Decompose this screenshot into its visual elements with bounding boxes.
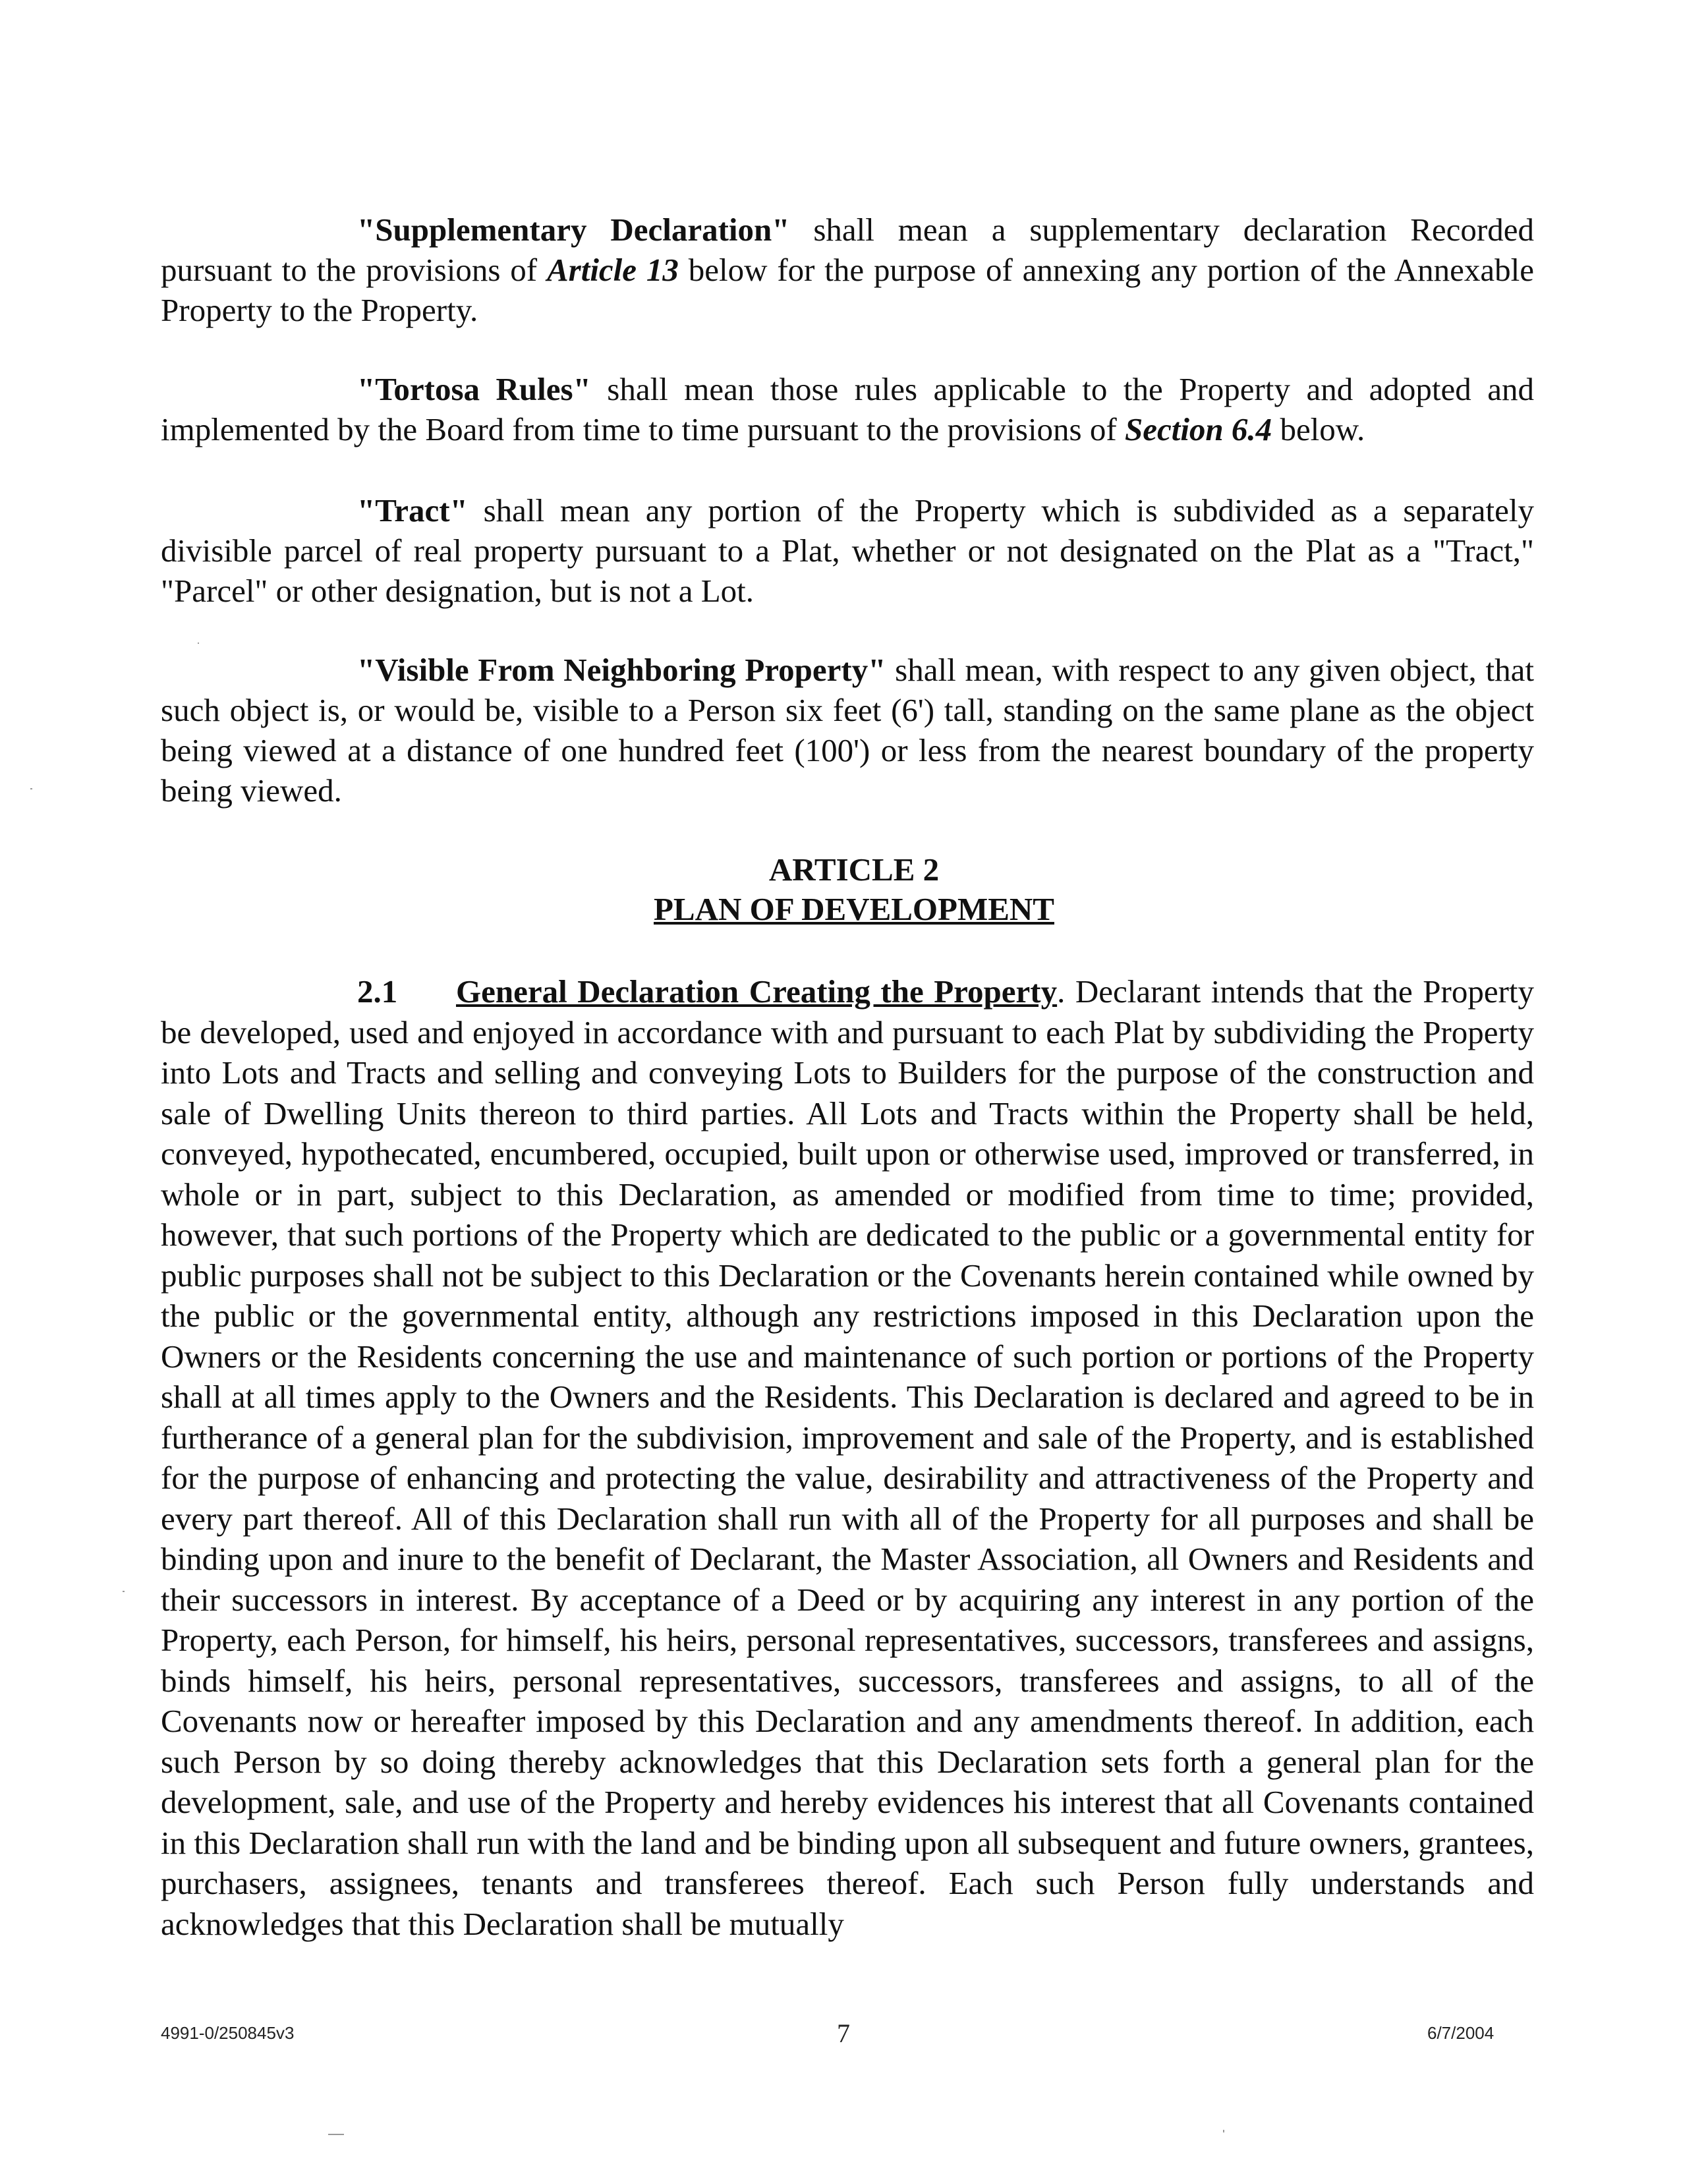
article-number: ARTICLE 2 — [768, 851, 940, 888]
article-reference: Article 13 — [546, 252, 679, 288]
definition-supplementary-declaration — [161, 210, 1534, 330]
footer-document-id: 4991-0/250845v3 — [161, 2023, 295, 2043]
section-number: 2.1 — [357, 973, 398, 1010]
definition-tortosa-rules — [161, 369, 1534, 449]
scan-speck — [328, 2134, 344, 2135]
definition-text: shall mean any portion of the Property which is subdivided as a separately divisible parcel of real property pursuant to a Plat, whether or not designated on the Plat as a "Tract," "Parcel" or other designation, but is not a Lot. — [161, 492, 1534, 609]
footer-date: 6/7/2004 — [1427, 2023, 1494, 2043]
article-title: PLAN OF DEVELOPMENT — [654, 891, 1054, 927]
definition-term: "Visible From Neighboring Property" — [357, 652, 886, 688]
section-title-punctuation: . — [1057, 973, 1066, 1010]
definition-tract — [161, 490, 1534, 611]
definition-text: shall mean a supplementary declaration Recorded pursuant to the provisions of — [161, 212, 1534, 288]
definition-text: shall mean those rules applicable to the Property and adopted and implemented by the Board from time to time pursuant to the provisions of — [161, 371, 1534, 447]
footer-page-number: 7 — [837, 2018, 850, 2048]
definition-term: "Tortosa Rules" — [357, 371, 591, 407]
article-heading — [0, 850, 1708, 929]
scan-speck — [30, 788, 32, 789]
definition-visible-from-neighboring-property — [161, 650, 1534, 811]
scan-speck — [1223, 2130, 1224, 2132]
section-title: General Declaration Creating the Property — [456, 973, 1058, 1010]
section-reference: Section 6.4 — [1124, 411, 1272, 447]
definition-text: below. — [1272, 411, 1365, 447]
definition-text: below for the purpose of annexing any portion of the Annexable Property to the Property. — [161, 252, 1534, 328]
definition-text: shall mean, with respect to any given object, that such object is, or would be, visible to a Person six feet (6') tall, standing on the same plane as the object being viewed at a distance of one hundred feet (100') or less from the nearest boundary of the property being viewed. — [161, 652, 1534, 809]
definition-term: "Supplementary Declaration" — [357, 212, 790, 248]
definition-term: "Tract" — [357, 492, 468, 529]
scan-speck — [123, 1591, 125, 1592]
section-2-1 — [161, 971, 1534, 1944]
scan-speck — [198, 643, 199, 644]
section-body: Declarant intends that the Property be developed, used and enjoyed in accordance with and pursuant to each Plat by subdividing the Property into Lots and Tracts and selling and conveying Lots to Builders for the purpose of the construction and sale of Dwelling Units thereon to third parties. All Lots and Tracts within the Property shall be held, conveyed, hypothecated, encumbered, occupied, built upon or otherwise used, improved or transferred, in whole or in part, subject to this Declaration, as amended or modified from time to time; provided, however, that such portions of the Property which are dedicated to the public or a governmental entity for public purposes shall not be subject to this Declaration or the Covenants herein contained while owned by the public or the governmental entity, although any restrictions imposed in this Declaration upon the Owners or the Residents concerning the use and maintenance of such portion or portions of the Property shall at all times apply to the Owners and the Residents. This Declaration is declared and agreed to be in furtherance of a general plan for the subdivision, improvement and sale of the Property, and is established for the purpose of enhancing and protecting the value, desirability and attractiveness of the Property and every part thereof. All of this Declaration shall run with all of the Property for all purposes and shall be binding upon and inure to the benefit of Declarant, the Master Association, all Owners and Residents and their successors in interest. By acceptance of a Deed or by acquiring any interest in any portion of the Property, each Person, for himself, his heirs, personal representatives, successors, transferees and assigns, binds himself, his heirs, personal representatives, successors, transferees and assigns, to all of the Covenants now or hereafter imposed by this Declaration and any amendments thereof. In addition, each such Person by so doing thereby acknowledges that this Declaration sets forth a general plan for the development, sale, and use of the Property and hereby evidences his interest that all Covenants contained in this Declaration shall run with the land and be binding upon all subsequent and future owners, grantees, purchasers, assignees, tenants and transferees thereof. Each such Person fully understands and acknowledges that this Declaration shall be mutually — [161, 973, 1534, 1942]
